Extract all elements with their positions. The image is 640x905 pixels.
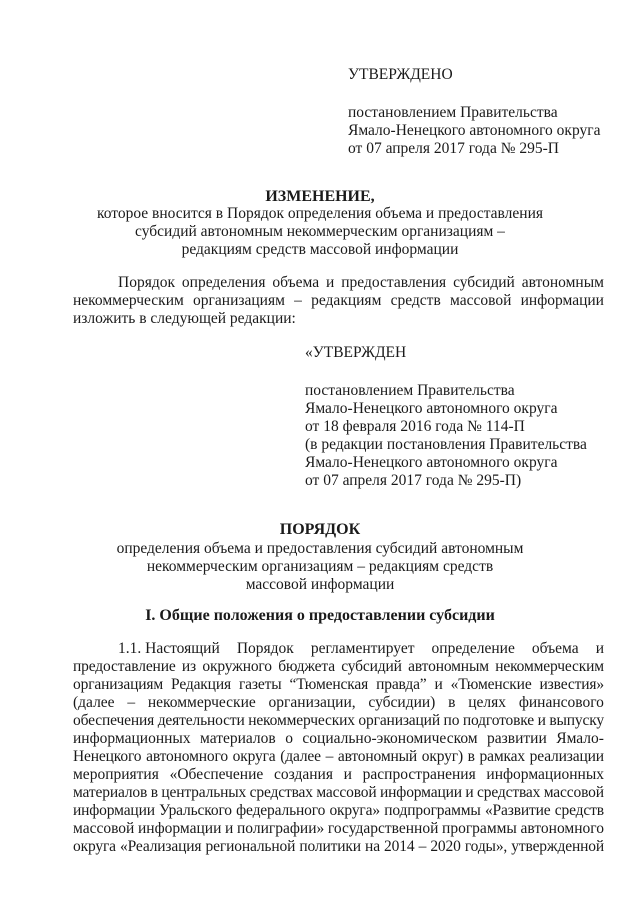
- section-heading: I. Общие положения о предоставлении субсидии: [145, 607, 495, 624]
- intro-line: изложить в следующей редакции:: [73, 310, 296, 327]
- order-subtitle-line: массовой информации: [245, 576, 395, 593]
- body-line: (далее – некоммерческие организации, субсидии) в целях финансового: [73, 694, 604, 711]
- body-line: Ненецкого автономного округа (далее – автономный округ) в рамках реализации: [73, 748, 604, 765]
- order-subtitle-line: некоммерческим организациям – редакциям средств: [146, 558, 494, 575]
- body-line: организациям Редакция газеты “Тюменская правда” и «Тюменские известия»: [73, 676, 604, 693]
- change-subtitle-line: редакциям средств массовой информации: [181, 241, 459, 258]
- inner-approval-line: от 18 февраля 2016 года № 114-П: [305, 418, 525, 435]
- inner-approval-line: Ямало-Ненецкого автономного округа: [305, 454, 558, 471]
- approval-line: Ямало-Ненецкого автономного округа: [348, 122, 601, 139]
- intro-line: некоммерческим организациям – редакциям средств массовой информации: [73, 292, 604, 309]
- body-line: массовой информации и полиграфии» государственной программы автономного: [73, 820, 604, 837]
- inner-approval-line: (в редакции постановления Правительства: [305, 436, 587, 453]
- change-title: ИЗМЕНЕНИЕ,: [265, 188, 375, 205]
- body-line: округа «Реализация региональной политики на 2014 – 2020 годы», утвержденной: [73, 838, 604, 855]
- approval-line: постановлением Правительства: [348, 104, 558, 121]
- body-line: материалов в центральных средствах массовой информации и средствах массовой: [73, 784, 604, 801]
- inner-approval-line: от 07 апреля 2017 года № 295-П): [305, 472, 522, 489]
- approval-line: от 07 апреля 2017 года № 295-П: [348, 140, 559, 157]
- body-line: 1.1. Настоящий Порядок регламентирует определение объема и: [118, 640, 604, 657]
- change-subtitle-line: которое вносится в Порядок определения объема и предоставления: [96, 205, 543, 222]
- body-line: обеспечения деятельности некоммерческих организаций по подготовке и выпуску: [73, 712, 604, 729]
- body-line: информационных материалов о социально-экономическом развитии Ямало-: [73, 730, 604, 747]
- body-line: мероприятия «Обеспечение создания и распространения информационных: [73, 766, 604, 783]
- intro-line: Порядок определения объема и предоставления субсидий автономным: [118, 274, 604, 291]
- inner-approval-title: «УТВЕРЖДЕН: [305, 344, 407, 361]
- order-subtitle-line: определения объема и предоставления субсидий автономным: [116, 540, 524, 557]
- body-line: предоставление из окружного бюджета субсидий автономным некоммерческим: [73, 658, 604, 675]
- inner-approval-line: Ямало-Ненецкого автономного округа: [305, 400, 558, 417]
- inner-approval-line: постановлением Правительства: [305, 382, 515, 399]
- order-title: ПОРЯДОК: [279, 521, 361, 538]
- body-line: информации Уральского федерального округа» подпрограммы «Развитие средств: [73, 802, 604, 819]
- change-subtitle-line: субсидий автономным некоммерческим организациям –: [135, 223, 505, 240]
- approval-title: УТВЕРЖДЕНО: [348, 66, 453, 83]
